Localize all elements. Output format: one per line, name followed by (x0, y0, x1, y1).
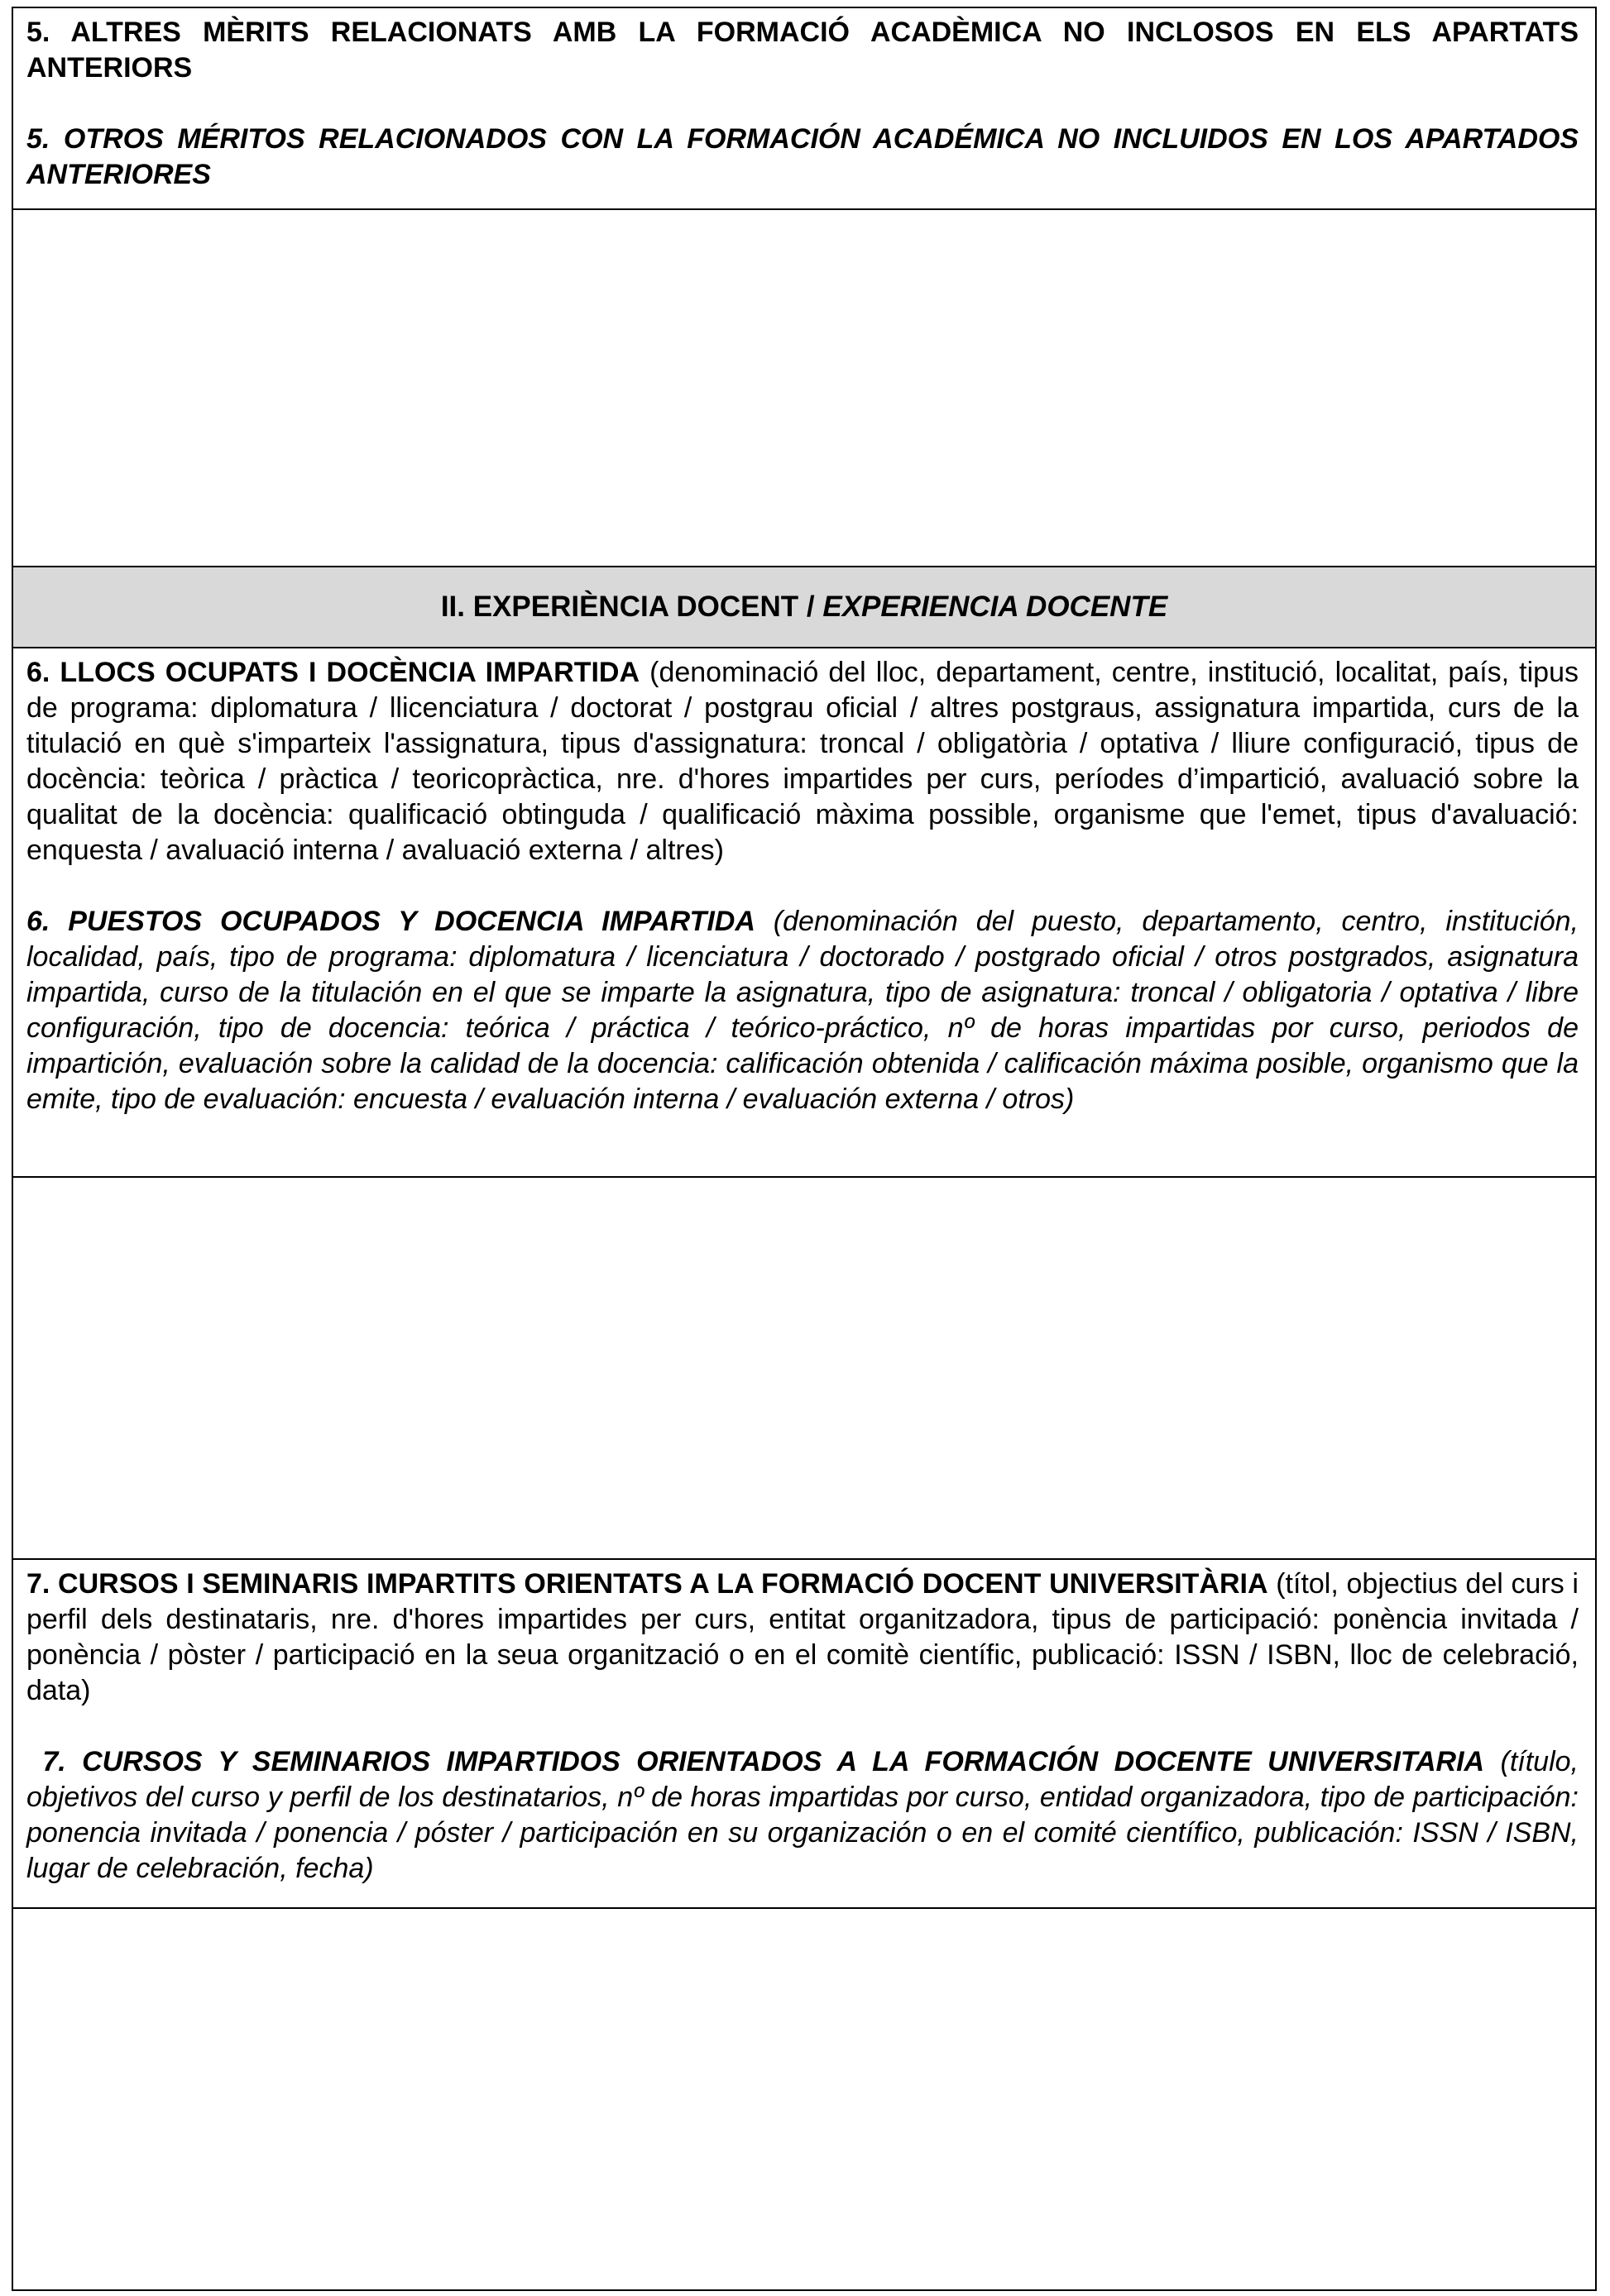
section-5-header (13, 15, 1595, 193)
section-5-title-ca: 5. ALTRES MÈRITS RELACIONATS AMB LA FORMACIÓ ACADÈMICA NO INCLOSOS EN ELS APARTATS ANTERIORS (26, 17, 1579, 84)
section-6-desc-es: (denominación del puesto, departamento, centro, institución, localidad, país, tipo de programa: diplomatura / licenciatura / doctorado / postgrado oficial / otros postgrados, asignatura impartida, curso de la titulación en el que se imparte la asignatura, tipo de asignatura: troncal / obligatoria / optativa / libre configuración, tipo de docencia: teórica / práctica / teórico-práctico, nº de horas impartidas por curso, periodos de impartición, evaluación sobre la calidad de la docencia: calificación obtenida / calificación máxima posible, organismo que la emite, tipo de evaluación: encuesta / evaluación interna / evaluación externa / otros) (26, 906, 1579, 1115)
section-6-title-es: 6. PUESTOS OCUPADOS Y DOCENCIA IMPARTIDA (26, 906, 755, 937)
banner-label-es: EXPERIENCIA DOCENTE (822, 591, 1168, 623)
section-7-title-es: 7. CURSOS Y SEMINARIOS IMPARTIDOS ORIENTADOS A LA FORMACIÓN DOCENTE UNIVERSITARIA (26, 1746, 1485, 1777)
section-7-desc-es: (título, objetivos del curso y perfil de los destinatarios, nº de horas impartidas por curso, entidad organizadora, tipo de participación: ponencia invitada / ponencia / póster / participación en su organización o en el comité científico, publicación: ISSN / ISBN, lugar de celebración, fecha) (26, 1746, 1579, 1884)
section-6-answer-field[interactable] (13, 1178, 1595, 1558)
form-table (12, 7, 1597, 2291)
section-5-answer-field[interactable] (13, 210, 1595, 566)
section-7-title-ca: 7. CURSOS I SEMINARIS IMPARTITS ORIENTATS A LA FORMACIÓ DOCENT UNIVERSITÀRIA (26, 1568, 1268, 1600)
section-7-desc-ca: (títol, objectius del curs i perfil dels destinataris, nre. d'hores impartides per curs, entitat organitzadora, tipus de participació: ponència invitada / ponència / pòster / participació en la seua organització o en el comitè científic, publicació: ISSN / ISBN, lloc de celebració, data) (26, 1568, 1579, 1706)
section-7-header (13, 1567, 1595, 1887)
section-6-desc-ca: (denominació del lloc, departament, centre, institució, localitat, país, tipus de programa: diplomatura / llicenciatura / doctorat / postgrau oficial / altres postgraus, assignatura impartida, curs de la titulació en què s'imparteix l'assignatura, tipus d'assignatura: troncal / obligatòria / optativa / lliure configuració, tipus de docència: teòrica / pràctica / teoricopràctica, nre. d'hores impartides per curs, períodes d’impartició, avaluació sobre la qualitat de la docència: qualificació obtinguda / qualificació màxima possible, organisme que l'emet, tipus d'avaluació: enquesta / avaluació interna / avaluació externa / altres) (26, 657, 1579, 866)
section-6-title-ca: 6. LLOCS OCUPATS I DOCÈNCIA IMPARTIDA (26, 657, 640, 688)
section-6-header (13, 655, 1595, 1117)
banner-label-ca: II. EXPERIÈNCIA DOCENT / (440, 591, 823, 623)
section-7-answer-field[interactable] (13, 1909, 1595, 2289)
section-5-title-es: 5. OTROS MÉRITOS RELACIONADOS CON LA FORMACIÓN ACADÉMICA NO INCLUIDOS EN LOS APARTADOS ANTERIORES (26, 123, 1579, 190)
section-banner-teaching-experience (13, 567, 1595, 647)
